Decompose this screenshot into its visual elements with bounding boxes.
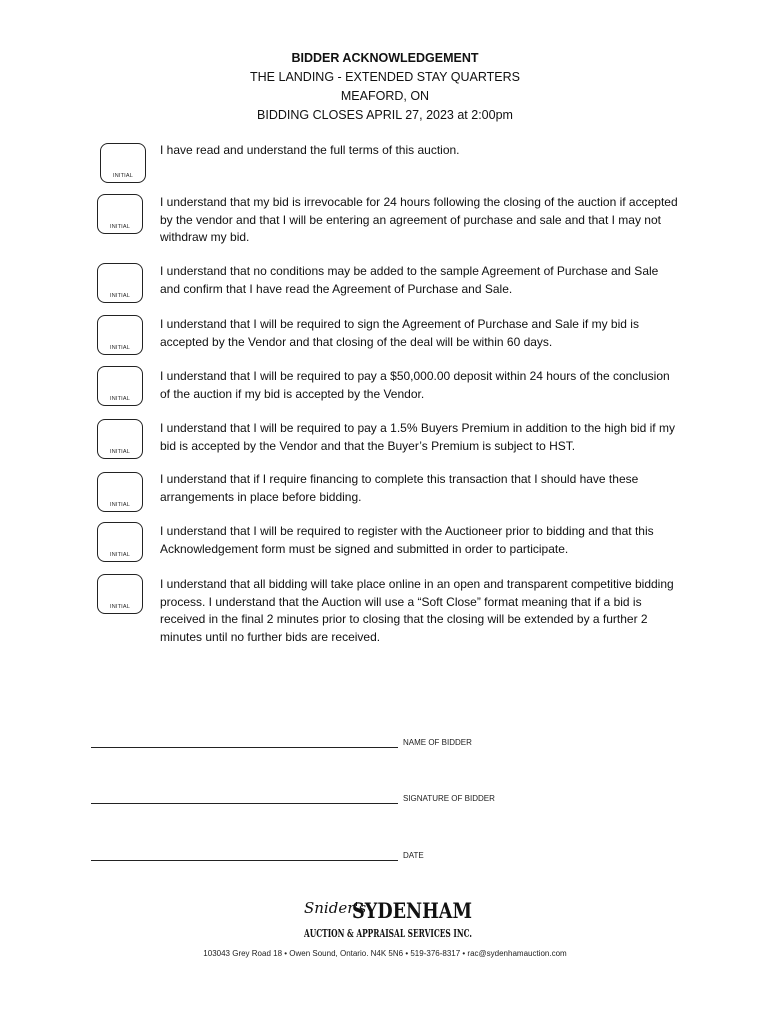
initial-label: INITIAL <box>109 293 131 299</box>
acknowledgement-text: I understand that I will be required to register with the Auctioneer prior to bidding and that this Acknowledgement form must be signed and submitted in order to participate. <box>160 524 654 556</box>
acknowledgement-text: I understand that no conditions may be added to the sample Agreement of Purchase and Sale and confirm that I have read the Agreement of Purchase and Sale. <box>160 264 659 296</box>
initial-label: INITIAL <box>109 224 131 230</box>
initial-box[interactable] <box>97 366 143 406</box>
date-label: DATE <box>403 851 424 860</box>
company-logo <box>300 893 475 943</box>
initial-label: INITIAL <box>109 396 131 402</box>
initial-box[interactable] <box>97 315 143 355</box>
initial-box[interactable] <box>97 263 143 303</box>
initial-box[interactable] <box>97 194 143 234</box>
logo-brand-text: SYDENHAM <box>352 898 472 923</box>
initial-box[interactable] <box>97 574 143 614</box>
logo-script-text: Snider's <box>304 899 367 917</box>
initial-box[interactable] <box>100 143 146 183</box>
bidding-close-date: BIDDING CLOSES APRIL 27, 2023 at 2:00pm <box>257 108 513 122</box>
acknowledgement-text: I understand that I will be required to pay a $50,000.00 deposit within 24 hours of the conclusion of the auction if my bid is accepted by the Vendor. <box>160 369 670 401</box>
initial-box[interactable] <box>97 522 143 562</box>
footer-contact: 103043 Grey Road 18 • Owen Sound, Ontario. N4K 5N6 • 519-376-8317 • rac@sydenhamauction.com <box>203 949 567 958</box>
initial-label: INITIAL <box>109 449 131 455</box>
document-title: BIDDER ACKNOWLEDGEMENT <box>291 51 479 65</box>
property-name: THE LANDING - EXTENDED STAY QUARTERS <box>250 70 520 84</box>
initial-label: INITIAL <box>112 173 134 179</box>
company-logo-graphic <box>300 893 475 943</box>
date-line[interactable] <box>91 860 398 861</box>
initial-label: INITIAL <box>109 604 131 610</box>
bidder-signature-label: SIGNATURE OF BIDDER <box>403 794 495 803</box>
acknowledgement-text: I understand that I will be required to sign the Agreement of Purchase and Sale if my bid is accepted by the Vendor and that closing of the deal will be within 60 days. <box>160 317 639 349</box>
bidder-name-line[interactable] <box>91 747 398 748</box>
acknowledgement-text: I understand that if I require financing to complete this transaction that I should have these arrangements in place before bidding. <box>160 472 639 504</box>
acknowledgement-text: I understand that all bidding will take place online in an open and transparent competitive bidding process. I understand that the Auction will use a “Soft Close” format meaning that if a bid is received in the final 2 minutes prior to closing that the closing will be extended by a further 2 minutes until no further bids are received. <box>160 577 674 644</box>
initial-box[interactable] <box>97 472 143 512</box>
acknowledgement-text: I understand that my bid is irrevocable for 24 hours following the closing of the auction if accepted by the vendor and that I will be entering an agreement of purchase and sale and that I may not withdraw my bid. <box>160 195 678 244</box>
acknowledgement-text: I understand that I will be required to pay a 1.5% Buyers Premium in addition to the high bid if my bid is accepted by the Vendor and that the Buyer’s Premium is subject to HST. <box>160 421 675 453</box>
initial-box[interactable] <box>97 419 143 459</box>
document-header <box>0 49 770 125</box>
logo-subtitle-text: AUCTION & APPRAISAL SERVICES INC. <box>303 927 472 940</box>
initial-label: INITIAL <box>109 502 131 508</box>
bidder-signature-line[interactable] <box>91 803 398 804</box>
initial-label: INITIAL <box>109 552 131 558</box>
acknowledgement-text: I have read and understand the full terms of this auction. <box>160 143 460 157</box>
property-location: MEAFORD, ON <box>340 89 430 103</box>
initial-label: INITIAL <box>109 345 131 351</box>
bidder-name-label: NAME OF BIDDER <box>403 738 472 747</box>
